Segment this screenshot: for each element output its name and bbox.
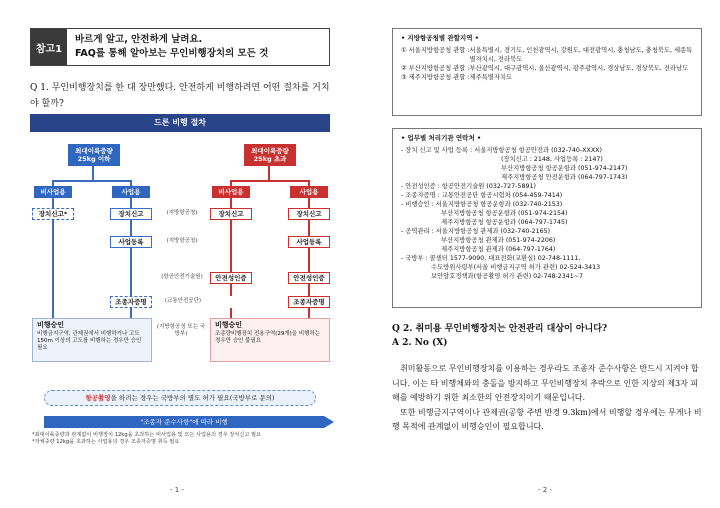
contacts-box <box>392 128 702 308</box>
footnote-1: *최대이륙중량과 관계없이 비행장치 12kg을 초과하는 비사업용 및 모든 사업용의 경우 장치신고 필요 <box>32 432 262 438</box>
question-1: Q 1. 무인비행장치를 한 대 장만했다. 안전하게 비행하려면 어떤 절차를 거치야 할까? <box>30 83 330 109</box>
page-divider <box>364 0 365 508</box>
flight-approval-left <box>32 318 152 362</box>
contact-line: 제주지방항공청 안전운항과 (064-797-1743) <box>501 174 628 181</box>
answer-paragraph: 취미활동으로 무인비행장치를 이용하는 경우라도 조종자 준수사항은 반드시 지켜야 합니다. 이는 타 비행체와의 충돌을 방지하고 무인비행장치 추락으로 인한 지상의 제3자 피해를 예방하기 위한 최소한의 안전장치이기 때문입니다. <box>392 364 699 402</box>
contact-line: - 비행승인 : 서울지방항공청 항공운항과 (032-740-2153) <box>401 201 563 208</box>
flow-footnotes <box>32 432 328 445</box>
answer-2-body <box>392 362 702 435</box>
safety-cert-right-2: 안전성인증 <box>288 272 330 284</box>
heavy-drone-head: 최대이륙중량 25kg 초과 <box>244 144 296 166</box>
pilot-cert-left: 조종자증명 <box>110 296 152 308</box>
reference-tag: 참고1 <box>31 29 67 65</box>
contact-line: 부산지방항공청 관제과 (051-974-2206) <box>441 237 556 244</box>
aerial-photo-notice <box>44 390 316 406</box>
contact-line: 부산지방항공청 항공운항과 (051-974-2154) <box>441 210 568 217</box>
flight-procedure-diagram <box>30 114 330 444</box>
approval-right-text: 조종량비행장치 전용구역(29개)을 비행하는 경우만 승인 불필요 <box>215 331 321 344</box>
business-registration-right: 사업등록 <box>288 236 330 248</box>
safety-cert-right-1: 안전성인증 <box>210 272 252 284</box>
title-line-1: 바르게 알고, 안전하게 날려요. <box>75 34 203 45</box>
label-aviation-tech-institute: (항공안전기술원) <box>161 274 203 280</box>
flow-title: 드론 비행 절차 <box>30 114 330 132</box>
page-number-right: - 2 - <box>538 486 552 494</box>
light-drone-head: 최대이륙중량 25kg 이하 <box>68 144 120 166</box>
device-report-left-1: 장치신고* <box>32 208 74 220</box>
label-regional-office-1: (지방항공청) <box>166 210 198 216</box>
contact-line: 제주지방항공청 항공운항과 (064-797-1745) <box>441 219 568 226</box>
business-registration-left: 사업등록 <box>110 236 152 248</box>
jurisdiction-box <box>392 28 702 116</box>
answer-2-label: A 2. No (X) <box>392 338 448 348</box>
contact-line: 수도방위사령부(서울 비행금지구역 허가 관련) 02-524-3413 <box>431 264 601 271</box>
aerial-photo-highlight: 항공촬영 <box>85 394 111 402</box>
biz-left: 사업용 <box>112 186 150 198</box>
nonbiz-right: 비사업용 <box>212 186 250 198</box>
contact-line: (장치신고 : 2148, 사업등록 : 2147) <box>501 156 603 163</box>
aerial-photo-text: 을 하려는 경우는 국방부의 별도 허가 필요(국방부로 문의) <box>110 394 275 402</box>
footnote-2: *자체중량 12kg을 초과하는 사업용의 경우 조종자증명 취득 필요 <box>32 438 180 445</box>
pilot-rules-bar: "조종자 준수사항"에 따라 비행 <box>44 416 324 428</box>
contact-line: 제주지방항공청 관제과 (064-797-1764) <box>441 246 556 253</box>
contact-line: - 국방부 : 콜센터 1577-9090, 대표전화(교환실) 02-748-1111, <box>401 255 581 262</box>
jurisdiction-row: ② 부산지방항공청 관할 : 부산광역시, 대구광역시, 울산광역시, 광주광역시, 경상남도, 경상북도, 전라남도 <box>401 65 689 72</box>
label-regional-office-2: (지방항공청) <box>166 238 198 244</box>
contact-line: - 공역관리 : 서울지방항공청 관제과 (032-740-2165) <box>401 228 551 235</box>
contacts-title: • 업무별 처리기관 연락처 • <box>401 134 482 142</box>
contact-line: 부산지방항공청 항공운항과 (051-974-2147) <box>501 165 628 172</box>
contact-line: - 조종자증명 : 교통안전공단 항공시험처 (054-459-7414) <box>401 192 563 199</box>
approval-left-title: 비행승인 <box>37 321 65 329</box>
label-approval-authority: (지방항공청 또는 국방부) <box>156 324 206 337</box>
device-report-right-1: 장치신고 <box>210 208 252 220</box>
jurisdiction-row: ① 서울지방항공청 관할 : 서울특별시, 경기도, 인천광역시, 강원도, 대전광역시, 충청남도, 충청북도, 세종특별자치시, 전라북도 <box>401 47 693 63</box>
reference-title <box>67 29 276 65</box>
reference-header <box>30 28 330 66</box>
pilot-cert-right: 조종자증명 <box>288 296 330 308</box>
contact-line: 보안암호정책과(항공촬영 허가 관련) 02-748-2341~7 <box>431 273 584 280</box>
jurisdiction-title: • 지방항공청별 관할지역 • <box>401 34 479 42</box>
contact-line: - 장치 신고 및 사업 등록 : 서울지방항공청 항공안전과 (032-740-XXXX) <box>401 147 602 154</box>
nonbiz-left: 비사업용 <box>34 186 72 198</box>
jurisdiction-row: ③ 제주지방항공청 관할 : 제주특별자치도 <box>401 74 513 81</box>
device-report-right-2: 장치신고 <box>288 208 330 220</box>
biz-right: 사업용 <box>290 186 328 198</box>
question-2 <box>392 322 702 350</box>
title-line-2: FAQ를 통해 알아보는 무인비행장치의 모든 것 <box>75 48 269 59</box>
page-number-left: - 1 - <box>170 486 184 494</box>
question-2-text: Q 2. 취미용 무인비행장치는 안전관리 대상이 아니다? <box>392 324 608 334</box>
answer-paragraph: 또한 비행금지구역이나 관제권(공항 주변 반경 9.3km)에서 비행할 경우에는 무게나 비행 목적에 관계없이 비행승인이 필요합니다. <box>392 407 702 431</box>
flight-approval-right <box>210 318 330 362</box>
approval-right-title: 비행승인 <box>215 321 243 329</box>
device-report-left-2: 장치신고 <box>110 208 152 220</box>
approval-left-text: 비행금지구역, 관제권에서 비행하거나 고도 150m 이상의 고도를 비행하는 경우만 승인 필요 <box>37 331 142 351</box>
label-transport-safety: (교통안전공단) <box>164 298 202 304</box>
contact-line: - 안전성인증 : 항공안전기술원 (032-727-5891) <box>401 183 536 190</box>
right-page <box>372 0 720 508</box>
